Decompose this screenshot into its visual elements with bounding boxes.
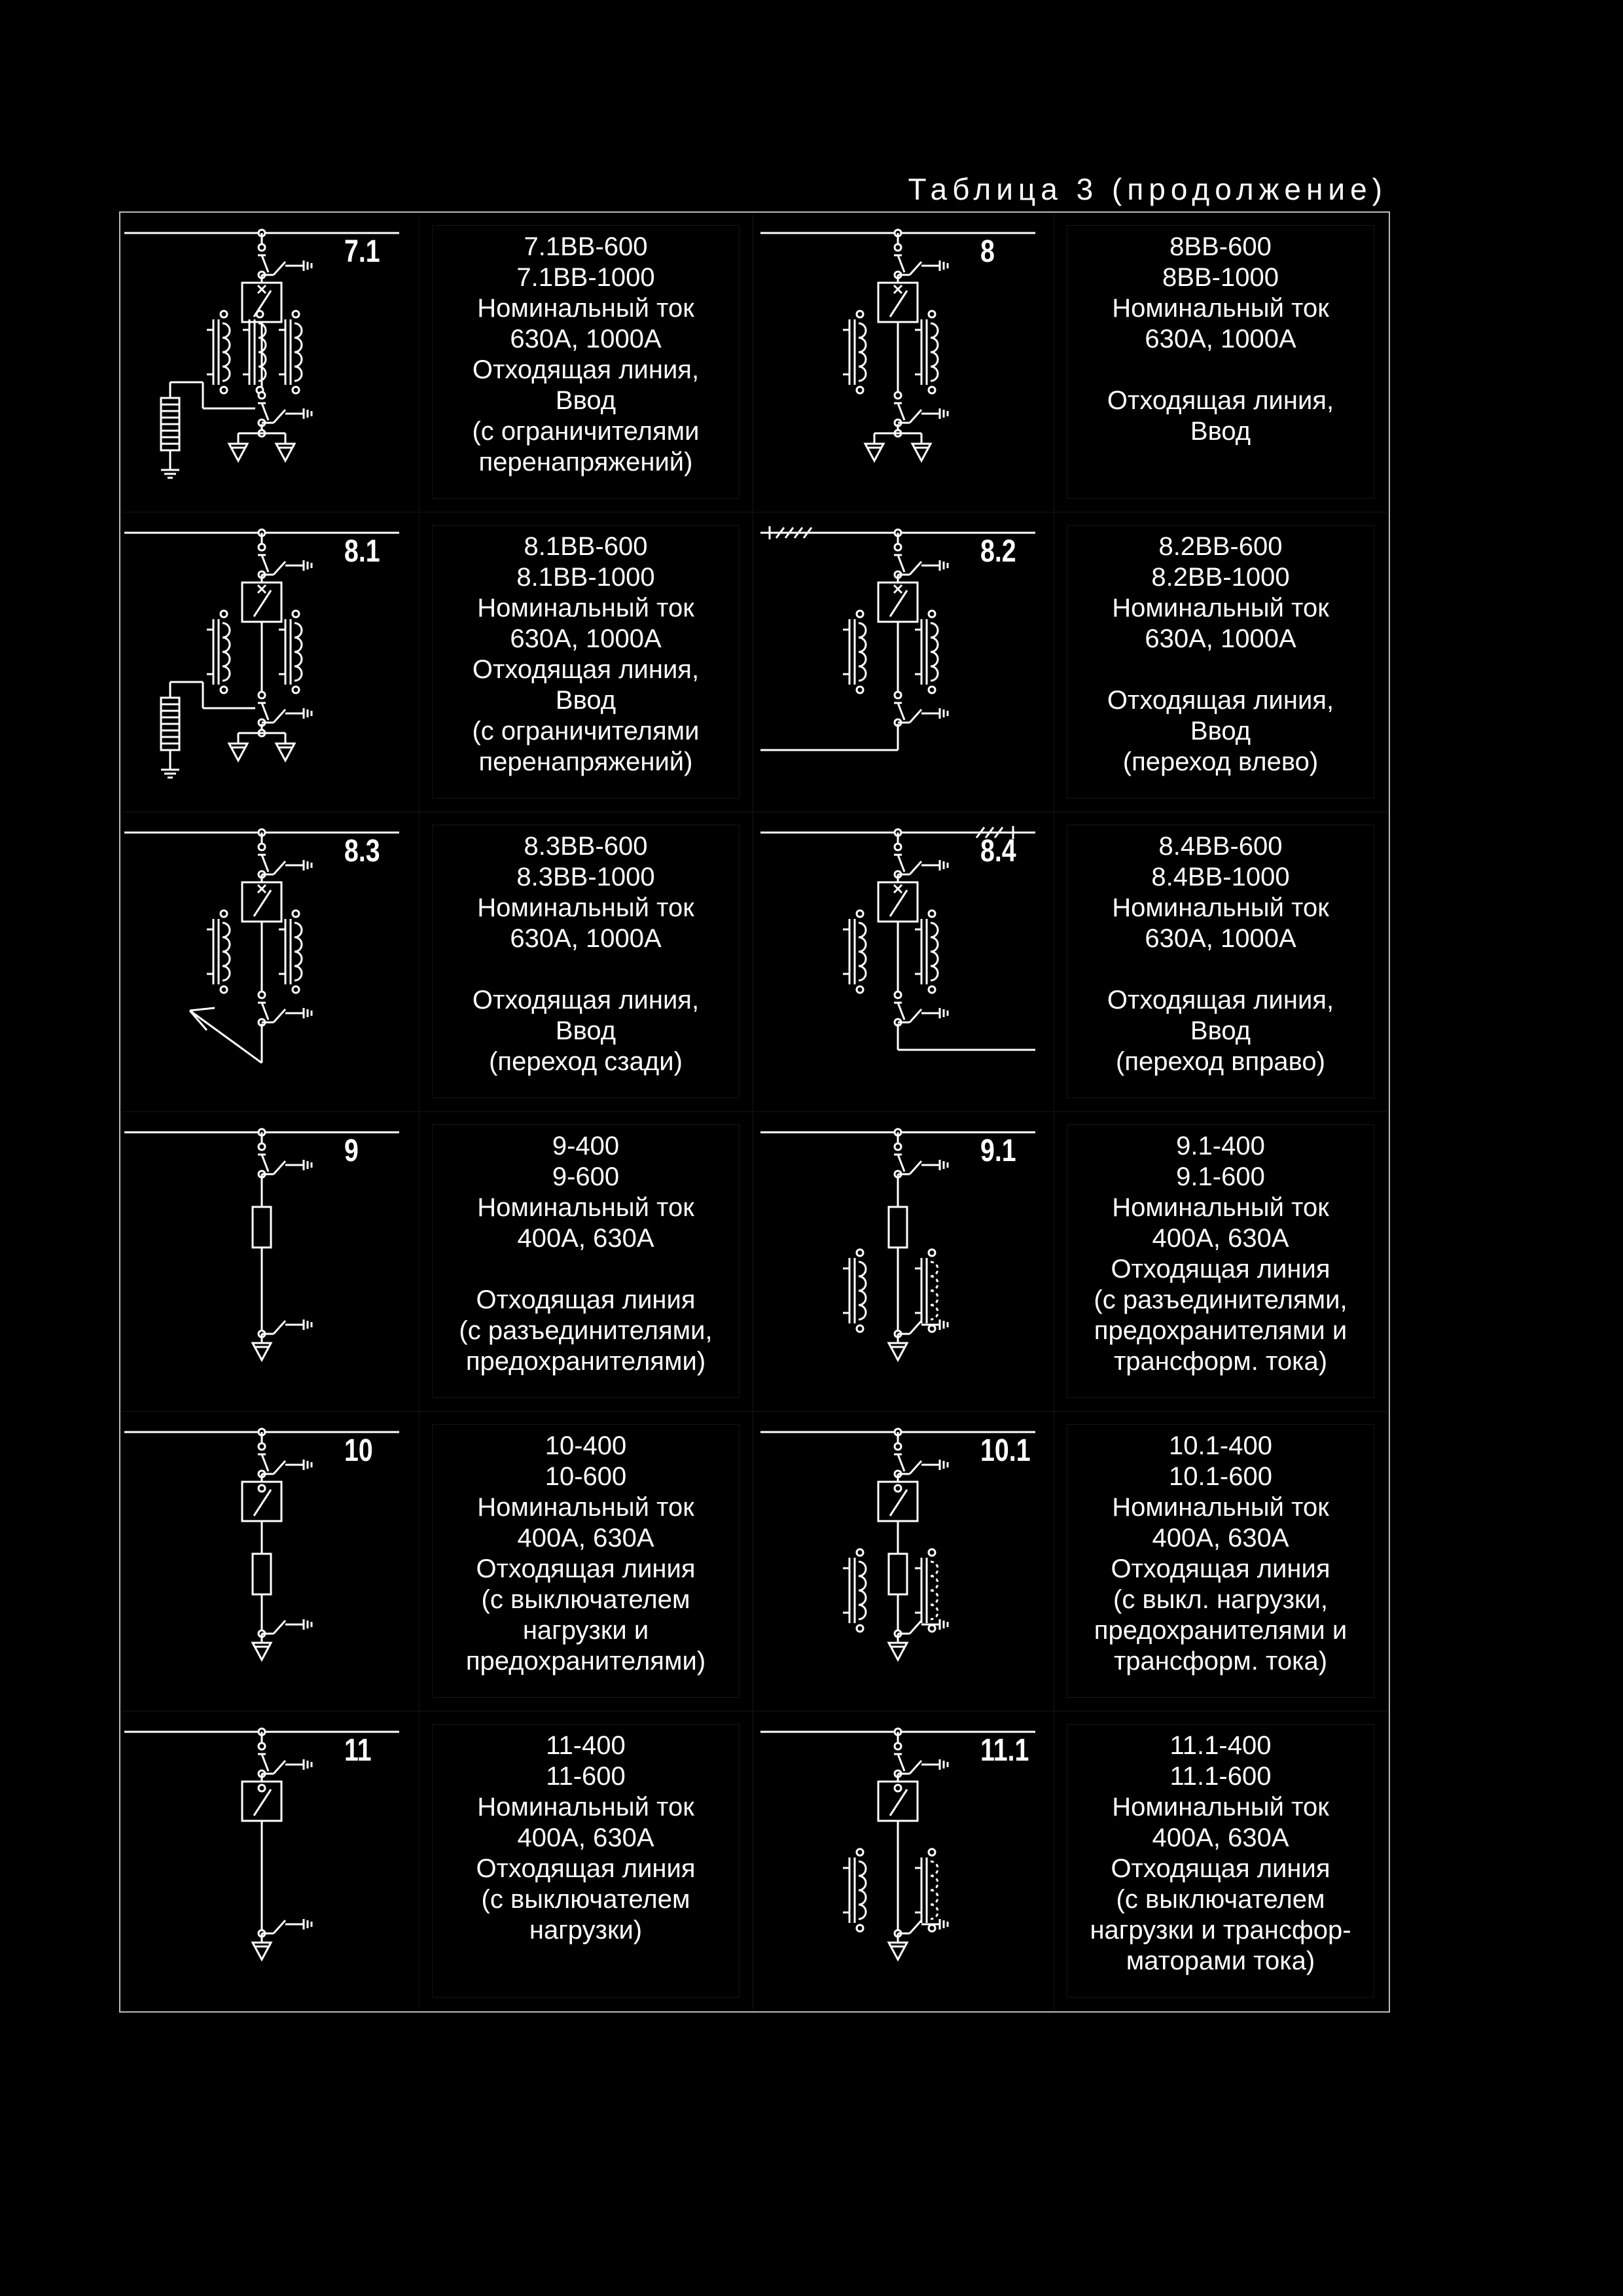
schematic-description: 9.1-400 9.1-600 Номинальный ток 400А, 630А Отходящая линия (с разъединителями, предохранителями и трансформ. тока) [1094,1132,1347,1376]
schematic-7-1 [124,219,419,507]
node-dot [857,986,863,993]
earthing-blade [910,861,921,874]
row-divider [122,1411,1387,1412]
schematic-number: 9.1 [980,1133,1016,1168]
node-dot [293,687,299,693]
single-line-diagram [124,1429,399,1660]
node-dot [929,1849,935,1856]
single-line-diagram [760,1729,1035,1960]
node-dot [259,392,265,399]
disconnector-blade [262,403,268,420]
current-transformer-icon [207,910,230,993]
node-dot [259,692,265,698]
earthing-blade [910,1920,921,1933]
breaker-contact [890,1789,907,1816]
node-dot [857,1849,863,1856]
disconnector-blade [262,1155,268,1172]
node-dot [895,244,901,251]
earthing-blade [910,1621,921,1634]
cable-head-icon [253,1943,271,1960]
node-dot [857,687,863,693]
node-dot [259,1785,265,1791]
node-dot [293,387,299,393]
node-dot [857,1625,863,1632]
current-transformer-icon [843,1549,866,1632]
single-line-diagram [760,1429,1035,1660]
single-line-diagram [124,230,399,478]
cable-head-icon [229,744,247,761]
cable-back [190,1011,262,1063]
node-dot [929,910,935,917]
node-dot [293,986,299,993]
breaker-contact [254,890,271,916]
node-dot [929,687,935,693]
current-transformer-icon [279,611,302,693]
cable-head-icon [253,1343,271,1360]
node-dot [929,1925,935,1931]
earthing-blade [910,1321,921,1334]
node-dot [895,992,901,998]
schematic-description: 8.2ВВ-600 8.2ВВ-1000 Номинальный ток 630А, 1000А Отходящая линия, Ввод (переход влево) [1107,532,1334,776]
disconnector-blade [898,855,904,872]
schematic-description: 10-400 10-600 Номинальный ток 400А, 630А Отходящая линия (с выключателем нагрузки и предохранителями) [465,1431,706,1676]
single-line-diagram [124,529,399,778]
earthing-blade [274,562,285,575]
node-dot [293,611,299,617]
node-dot [259,244,265,251]
earthing-blade [910,709,921,723]
schematic-description: 11.1-400 11.1-600 Номинальный ток 400А, 630А Отходящая линия (с выключателем нагрузки и трансфор- маторами тока) [1090,1731,1351,1975]
schematic-number: 8.2 [980,533,1016,569]
node-dot [895,1785,901,1791]
earthing-blade [910,410,921,423]
node-dot [895,692,901,698]
earthing-blade [910,262,921,275]
cable-head-icon [912,444,931,461]
disconnector-blade [898,555,904,572]
current-transformer-icon [915,1549,938,1632]
schematic-number: 9 [344,1133,359,1168]
earthing-blade [274,709,285,723]
node-dot [895,1143,901,1150]
node-dot [929,1625,935,1632]
node-dot [929,311,935,317]
node-dot [293,910,299,917]
node-dot [259,844,265,850]
row-divider [122,1111,1387,1112]
node-dot [857,311,863,317]
earthing-blade [910,1009,921,1022]
schematic-description: 9-400 9-600 Номинальный ток 400А, 630А Отходящая линия (с разъединителями, предохранителями) [459,1132,713,1376]
disconnector-blade [898,1155,904,1172]
node-dot [929,1249,935,1256]
node-dot [221,986,227,993]
fuse-symbol [253,1207,271,1247]
schematic-number: 8 [980,234,995,269]
fuse-symbol [253,1554,271,1594]
schematic-description: 8ВВ-600 8ВВ-1000 Номинальный ток 630А, 1000А Отходящая линия, Ввод [1107,232,1334,446]
earthing-blade [910,562,921,575]
node-dot [857,1249,863,1256]
breaker-contact [890,1490,907,1516]
single-line-diagram [124,1729,399,1960]
disconnector-blade [262,555,268,572]
disconnector-blade [898,1754,904,1771]
node-dot [259,1485,265,1492]
current-transformer-icon [279,910,302,993]
earthing-blade [274,1920,285,1933]
node-dot [929,1325,935,1332]
schematic-description: 11-400 11-600 Номинальный ток 400А, 630А Отходящая линия (с выключателем нагрузки) [476,1731,696,1945]
node-dot [221,687,227,693]
earthing-blade [274,1621,285,1634]
earthing-blade [274,1009,285,1022]
current-transformer-icon [915,1849,938,1931]
cable-head-icon [889,1343,907,1360]
node-dot [895,544,901,550]
node-dot [857,1925,863,1931]
breaker-contact [254,590,271,617]
schematic-8-4 [760,818,1055,1106]
schematic-10-1 [760,1418,1055,1706]
cable-head-icon [253,1643,271,1660]
node-dot [857,611,863,617]
schematic-number: 7.1 [344,234,380,269]
disconnector-blade [898,255,904,272]
node-dot [259,1143,265,1150]
node-dot [293,311,299,317]
disconnector-blade [898,1454,904,1471]
schematic-description: 8.1ВВ-600 8.1ВВ-1000 Номинальный ток 630А, 1000А Отходящая линия, Ввод (с ограничителями перенапряжений) [472,532,700,776]
schematic-description: 7.1ВВ-600 7.1ВВ-1000 Номинальный ток 630А, 1000А Отходящая линия, Ввод (с ограничителями перенапряжений) [472,232,700,476]
current-transformer-icon [843,611,866,693]
earthing-blade [274,1761,285,1774]
node-dot [221,611,227,617]
breaker-contact [890,590,907,617]
node-dot [895,392,901,399]
node-dot [259,544,265,550]
breaker-contact [254,1789,271,1816]
single-line-diagram [760,826,1035,1050]
cable-head-icon [889,1943,907,1960]
fuse-symbol [889,1207,907,1247]
single-line-diagram [760,1129,1035,1360]
schematic-number: 10 [344,1433,373,1468]
breaker-contact [890,291,907,317]
current-transformer-icon [279,311,302,393]
node-dot [895,1485,901,1492]
node-dot [257,311,263,317]
schematic-description: 8.4ВВ-600 8.4ВВ-1000 Номинальный ток 630А, 1000А Отходящая линия, Ввод (переход вправо) [1107,832,1334,1076]
node-dot [857,910,863,917]
single-line-diagram [124,1129,399,1360]
cable-head-icon [889,1643,907,1660]
single-line-diagram [124,829,399,1063]
cable-head-icon [229,444,247,461]
node-dot [221,910,227,917]
current-transformer-icon [207,611,230,693]
earthing-blade [274,1161,285,1174]
schematic-description: 10.1-400 10.1-600 Номинальный ток 400А, 630А Отходящая линия (с выкл. нагрузки, предохранителями и трансформ. тока) [1094,1431,1347,1676]
current-transformer-icon [915,311,938,393]
node-dot [929,387,935,393]
fuse-symbol [889,1554,907,1594]
single-line-diagram [760,526,1035,750]
node-dot [221,311,227,317]
cable-head-icon [865,444,883,461]
breaker-contact [890,890,907,916]
node-dot [221,387,227,393]
single-line-diagram [760,230,1035,461]
node-dot [929,986,935,993]
schematic-8 [760,219,1055,507]
disconnector-blade [262,703,268,720]
node-dot [857,1549,863,1556]
schematic-9-1 [760,1118,1055,1406]
disconnector-blade [898,703,904,720]
schematic-number: 8.3 [344,833,380,869]
schematic-number: 10.1 [980,1433,1031,1468]
schematic-number: 8.1 [344,533,380,569]
current-transformer-icon [843,910,866,993]
disconnector-blade [262,1454,268,1471]
schematic-description: 8.3ВВ-600 8.3ВВ-1000 Номинальный ток 630А, 1000А Отходящая линия, Ввод (переход сзади) [472,832,700,1076]
earthing-blade [910,1461,921,1474]
schematic-9 [124,1118,419,1406]
table-caption: Таблица 3 (продолжение) [908,172,1387,206]
cable-head-icon [276,444,294,461]
disconnector-blade [262,255,268,272]
earthing-blade [910,1761,921,1774]
schematic-8-3 [124,818,419,1106]
current-transformer-icon [915,611,938,693]
earthing-blade [274,1461,285,1474]
node-dot [259,1743,265,1749]
node-dot [895,1443,901,1450]
schematic-number: 8.4 [980,833,1016,869]
disconnector-blade [898,1003,904,1020]
disconnector-blade [262,1003,268,1020]
disconnector-blade [262,855,268,872]
earthing-blade [274,1321,285,1334]
node-dot [259,992,265,998]
schematic-11 [124,1717,419,2005]
current-transformer-icon [915,910,938,993]
current-transformer-icon [915,1249,938,1332]
schematic-number: 11 [344,1732,372,1768]
schematic-10 [124,1418,419,1706]
node-dot [929,611,935,617]
node-dot [857,387,863,393]
disconnector-blade [262,1754,268,1771]
node-dot [895,1743,901,1749]
current-transformer-icon [243,311,266,393]
current-transformer-icon [207,311,230,393]
schematic-8-2 [760,518,1055,806]
earthing-blade [274,861,285,874]
schematic-8-1 [124,518,419,806]
schematic-number: 11.1 [980,1732,1029,1768]
earthing-blade [274,262,285,275]
node-dot [857,1325,863,1332]
node-dot [259,1443,265,1450]
disconnector-blade [898,403,904,420]
node-dot [929,1549,935,1556]
cable-head-icon [276,744,294,761]
earthing-blade [910,1161,921,1174]
current-transformer-icon [843,1849,866,1931]
earthing-blade [274,410,285,423]
schematic-11-1 [760,1717,1055,2005]
row-divider [122,1711,1387,1712]
current-transformer-icon [843,1249,866,1332]
node-dot [895,844,901,850]
current-transformer-icon [843,311,866,393]
cable-back-arrow [190,1008,215,1011]
breaker-contact [254,1490,271,1516]
